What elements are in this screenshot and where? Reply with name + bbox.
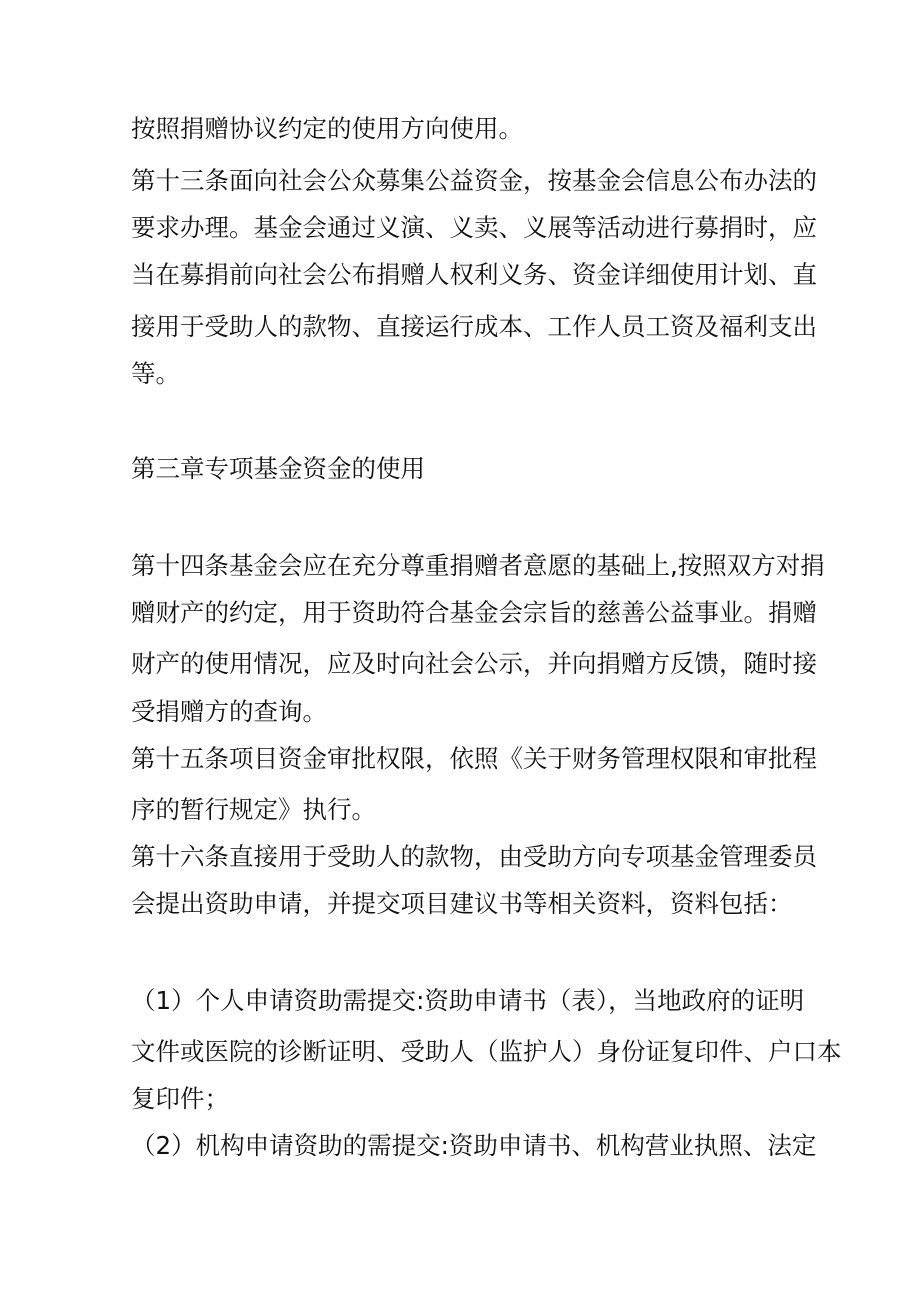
text-line: 第十三条面向社会公众募集公益资金，按基金会信息公布办法的 (131, 166, 817, 195)
text-line: 当在募捐前向社会公布捐赠人权利义务、资金详细使用计划、直 (131, 260, 817, 289)
text-line: 第十六条直接用于受助人的款物，由受助方向专项基金管理委员 (131, 842, 817, 871)
text-line: 接用于受助人的款物、直接运行成本、工作人员工资及福利支出 (131, 312, 817, 341)
text-line: 第十五条项目资金审批权限，依照《关于财务管理权限和审批程 (131, 744, 817, 773)
text-line: 受捐赠方的查询。 (131, 697, 327, 726)
list-item: （2）机构申请资助的需提交:资助申请书、机构营业执照、法定 (131, 1131, 817, 1160)
text-line: 第十四条基金会应在充分尊重捐赠者意愿的基础上,按照双方对捐 (131, 551, 825, 580)
text-line: 财产的使用情况，应及时向社会公示，并向捐赠方反馈，随时接 (131, 649, 817, 678)
text-line: 按照捐赠协议约定的使用方向使用。 (131, 114, 523, 143)
list-item: （1）个人申请资助需提交:资助申请书（表），当地政府的证明 (131, 986, 805, 1015)
text-line: 序的暂行规定》执行。 (131, 795, 376, 824)
text-line: 会提出资助申请，并提交项目建议书等相关资料，资料包括： (131, 889, 793, 918)
text-line: 要求办理。基金会通过义演、义卖、义展等活动进行募捐时，应 (131, 213, 817, 242)
chapter-heading: 第三章专项基金资金的使用 (131, 454, 425, 483)
text-line: 文件或医院的诊断证明、受助人（监护人）身份证复印件、户口本 (131, 1037, 842, 1066)
text-line: 赠财产的约定，用于资助符合基金会宗旨的慈善公益事业。捐赠 (131, 598, 817, 627)
text-line: 等。 (131, 359, 180, 388)
text-line: 复印件； (131, 1084, 229, 1113)
